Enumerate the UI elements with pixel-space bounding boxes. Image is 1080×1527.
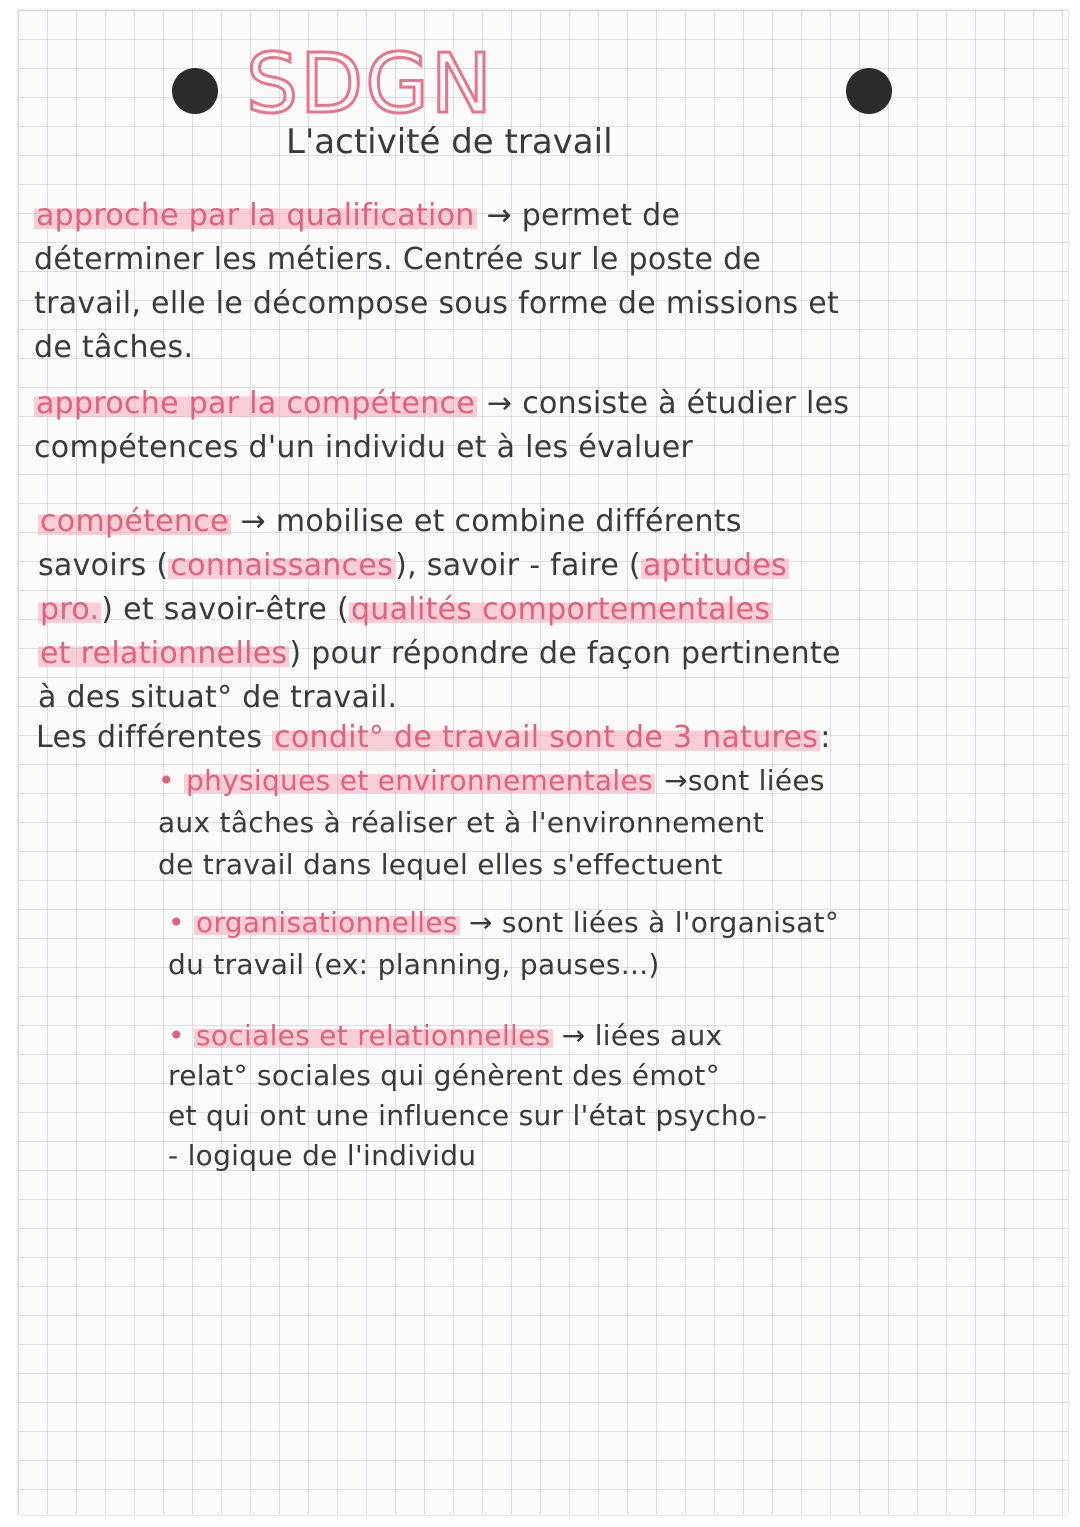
bullet-organisationnelles: • organisationnelles → sont liées à l'organisat° du travail (ex: planning, pauses...) xyxy=(168,906,840,981)
section-competence-definition: compétence → mobilise et combine différents savoirs (connaissances), savoir - faire (aptitudes pro.) et savoir-être (qualités comportementales et relationnelles) pour répondre de façon pertinente à des situat° de travail. xyxy=(38,504,841,715)
notebook-page xyxy=(18,10,1068,1515)
term-connaissances: connaissances xyxy=(170,548,394,583)
term-qualites: qualités comportementales xyxy=(350,592,771,627)
term-aptitudes: aptitudes xyxy=(642,548,788,583)
page-title: SDGN xyxy=(246,37,495,132)
bullet-dot: • xyxy=(168,1019,195,1052)
term-competence-approach: approche par la compétence xyxy=(36,386,476,421)
term-competence: compétence xyxy=(40,504,229,539)
bullet-sociales: • sociales et relationnelles → liées aux relat° sociales qui génèrent des émot° et qui ont une influence sur l'état psycho- - logique de l'individu xyxy=(168,1019,768,1172)
term-pro: pro. xyxy=(40,592,100,627)
term-relationnelles: et relationnelles xyxy=(40,636,288,671)
term-organisationnelles: organisationnelles xyxy=(196,906,458,939)
bullet-physiques: • physiques et environnementales →sont liées aux tâches à réaliser et à l'environnement de travail dans lequel elles s'effectuent xyxy=(158,764,825,881)
bullet-dot: • xyxy=(168,906,195,939)
term-physiques: physiques et environnementales xyxy=(186,764,653,797)
term-qualification: approche par la qualification xyxy=(36,198,475,233)
section-competence-approach: approche par la compétence → consiste à étudier les compétences d'un individu et à les évaluer xyxy=(34,386,850,465)
section-qualification: approche par la qualification → permet de déterminer les métiers. Centrée sur le poste de travail, elle le décompose sous forme de missions et de tâches. xyxy=(34,198,840,365)
punch-hole-left xyxy=(172,68,218,114)
bullet-dot: • xyxy=(158,764,185,797)
section-conditions-intro: Les différentes condit° de travail sont de 3 natures: xyxy=(36,720,831,755)
punch-hole-right xyxy=(846,68,892,114)
page-subtitle: L'activité de travail xyxy=(286,122,613,162)
term-sociales: sociales et relationnelles xyxy=(196,1019,551,1052)
term-conditions: condit° de travail sont de 3 natures xyxy=(274,720,819,755)
